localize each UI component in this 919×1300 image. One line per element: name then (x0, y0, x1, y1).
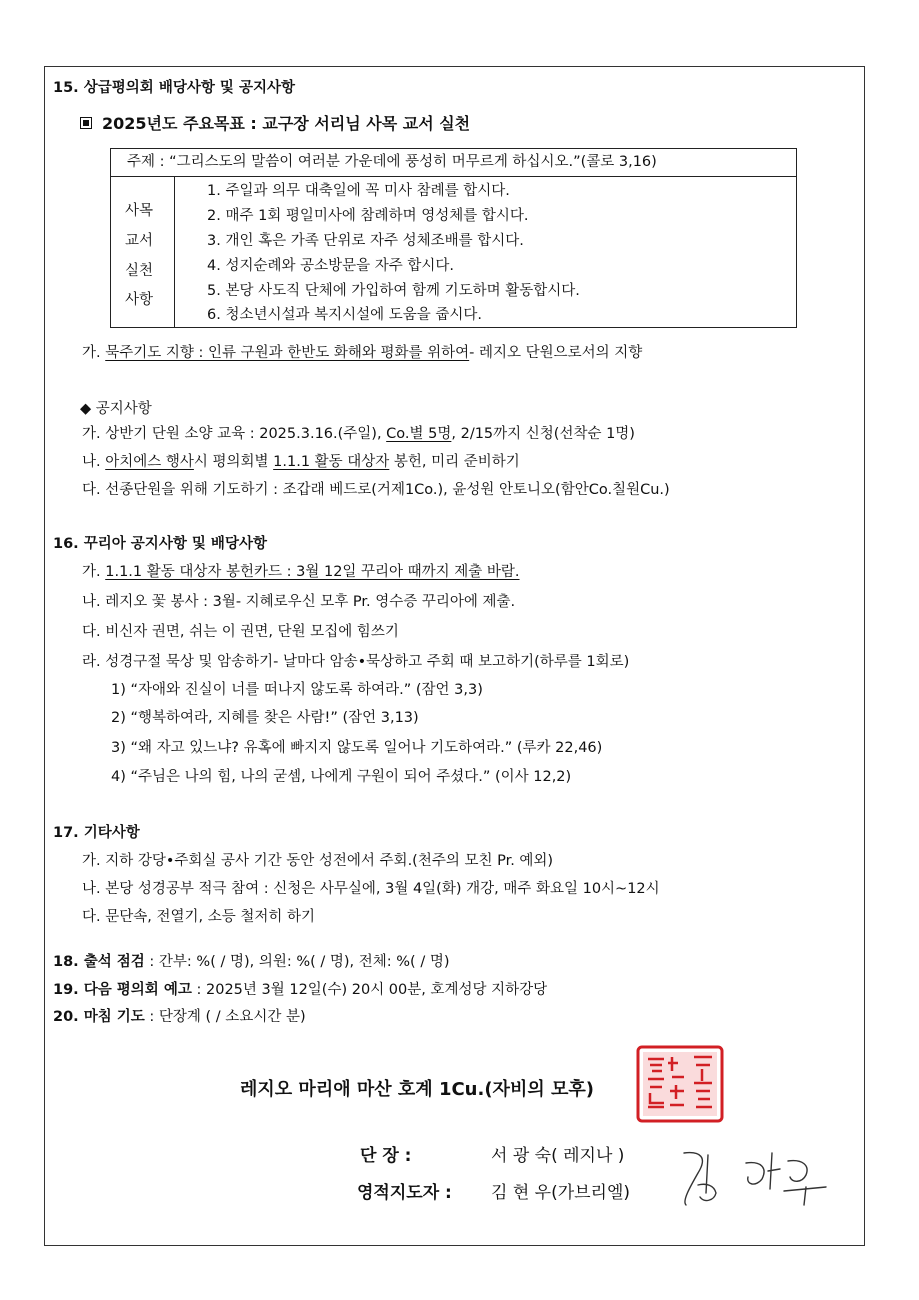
notice-1 (82, 424, 635, 444)
next-meeting-label: 19. 다음 평의회 예고 (53, 982, 192, 998)
verse-4: 4) “주님은 나의 힘, 나의 굳셈, 나에게 구원이 되어 주셨다.” (이사 12,2) (111, 769, 572, 785)
section-15-title: 15. 상급평의회 배당사항 및 공지사항 (53, 80, 295, 96)
goal-theme-row (111, 149, 796, 177)
leader-name: 서 광 숙( 레지나 ) (491, 1146, 625, 1166)
director-label: 영적지도자 : (357, 1183, 452, 1203)
square-bullet-icon (80, 117, 92, 129)
curia-item-2: 나. 레지오 꽃 봉사 : 3월- 지혜로우신 모후 Pr. 영수증 꾸리아에 제출. (82, 594, 516, 610)
attendance-label: 18. 출석 점검 (53, 954, 145, 970)
goal-title (80, 114, 470, 134)
closing-prayer-text: : 단장계 ( / 소요시간 분) (149, 1009, 306, 1025)
notice-1-text: 가. 상반기 단원 소양 교육 : 2025.3.16.(주일), (82, 426, 387, 442)
section-17-title: 17. 기타사항 (53, 825, 140, 841)
verse-1: 1) “자애와 진실이 너를 떠나지 않도록 하여라.” (잠언 3,3) (111, 682, 483, 698)
goal-item: 2. 매주 1회 평일미사에 참례하며 영성체를 합시다. (207, 208, 529, 224)
curia-item-1-underlined: 1.1.1 활동 대상자 봉헌카드 : 3월 12일 꾸리아 때까지 제출 바람. (105, 564, 520, 580)
attendance-text: : 간부: %( / 명), 의원: %( / 명), 전체: %( / 명) (149, 954, 450, 970)
left-label-4: 사항 (125, 292, 154, 308)
goal-item: 4. 성지순례와 공소방문을 자주 합시다. (207, 258, 454, 274)
rosary-intention (82, 343, 642, 363)
left-label-2: 교서 (125, 233, 154, 249)
curia-item-4: 라. 성경구절 묵상 및 암송하기- 날마다 암송•묵상하고 주회 때 보고하기(하루를 1회로) (82, 654, 630, 670)
section-16-title: 16. 꾸리아 공지사항 및 배당사항 (53, 536, 267, 552)
misc-item-1: 가. 지하 강당•주회실 공사 기간 동안 성전에서 주회.(천주의 모친 Pr. 예외) (82, 853, 554, 869)
misc-item-2: 나. 본당 성경공부 적극 참여 : 신청은 사무실에, 3월 4일(화) 개강, 매주 화요일 10시~12시 (82, 881, 660, 897)
goal-left-column (111, 177, 175, 327)
director-name: 김 현 우(가브리엘) (491, 1183, 631, 1203)
official-seal-icon (636, 1045, 724, 1123)
verse-2: 2) “행복하여라, 지혜를 찾은 사람!” (잠언 3,13) (111, 710, 419, 726)
notice-1-rest: , 2/15까지 신청(선착순 1명) (451, 426, 635, 442)
goal-item: 6. 청소년시설과 복지시설에 도움을 줍시다. (207, 307, 482, 323)
verse-3: 3) “왜 자고 있느냐? 유혹에 빠지지 않도록 일어나 기도하여라.” (루카 22,46) (111, 740, 603, 756)
closing-prayer-label: 20. 마침 기도 (53, 1009, 145, 1025)
next-meeting (53, 980, 547, 1000)
goal-table (110, 148, 797, 328)
left-label-1: 사목 (125, 203, 154, 219)
next-meeting-text: : 2025년 3월 12일(수) 20시 00분, 호계성당 지하강당 (196, 982, 548, 998)
notice-2-prefix: 나. (82, 454, 106, 470)
goal-item: 5. 본당 사도직 단체에 가입하여 함께 기도하며 활동합시다. (207, 283, 580, 299)
notice-2-mid: 시 평의회별 (193, 454, 274, 470)
rosary-underlined: 묵주기도 지향 : 인류 구원과 한반도 화해와 평화를 위하여 (105, 345, 470, 361)
goal-theme: 주제 : “그리스도의 말씀이 여러분 가운데에 풍성히 머무르게 하십시오.”(콜로 3,16) (127, 154, 657, 170)
rosary-prefix: 가. (82, 345, 106, 361)
notice-3: 다. 선종단원을 위해 기도하기 : 조갑래 베드로(거제1Co.), 윤성원 안토니오(함안Co.칠원Cu.) (82, 482, 670, 498)
notice-2 (82, 452, 520, 472)
curia-item-1 (82, 562, 520, 582)
goal-item: 1. 주일과 의무 대축일에 꼭 미사 참례를 합시다. (207, 183, 510, 199)
notice-2-rest: 봉헌, 미리 준비하기 (389, 454, 520, 470)
curia-item-1-prefix: 가. (82, 564, 106, 580)
notice-2-underlined-2: 1.1.1 활동 대상자 (273, 454, 390, 470)
goal-item: 3. 개인 혹은 가족 단위로 자주 성체조배를 합시다. (207, 233, 524, 249)
closing-prayer (53, 1007, 306, 1027)
handwritten-signature-icon (676, 1143, 836, 1213)
goal-title-text: 2025년도 주요목표 : 교구장 서리님 사목 교서 실천 (102, 114, 471, 133)
curia-item-3: 다. 비신자 권면, 쉬는 이 권면, 단원 모집에 힘쓰기 (82, 624, 399, 640)
notice-1-underlined: Co.별 5명 (386, 426, 452, 442)
organization-name: 레지오 마리애 마산 호계 1Cu.(자비의 모후) (240, 1079, 594, 1100)
left-label-3: 실천 (125, 263, 154, 279)
notice-title: ◆ 공지사항 (80, 401, 152, 417)
leader-label: 단 장 : (360, 1146, 412, 1166)
notice-2-underlined-1: 아치에스 행사 (105, 454, 194, 470)
rosary-suffix: - 레지오 단원으로서의 지향 (469, 345, 643, 361)
misc-item-3: 다. 문단속, 전열기, 소등 철저히 하기 (82, 909, 315, 925)
attendance-check (53, 952, 449, 972)
